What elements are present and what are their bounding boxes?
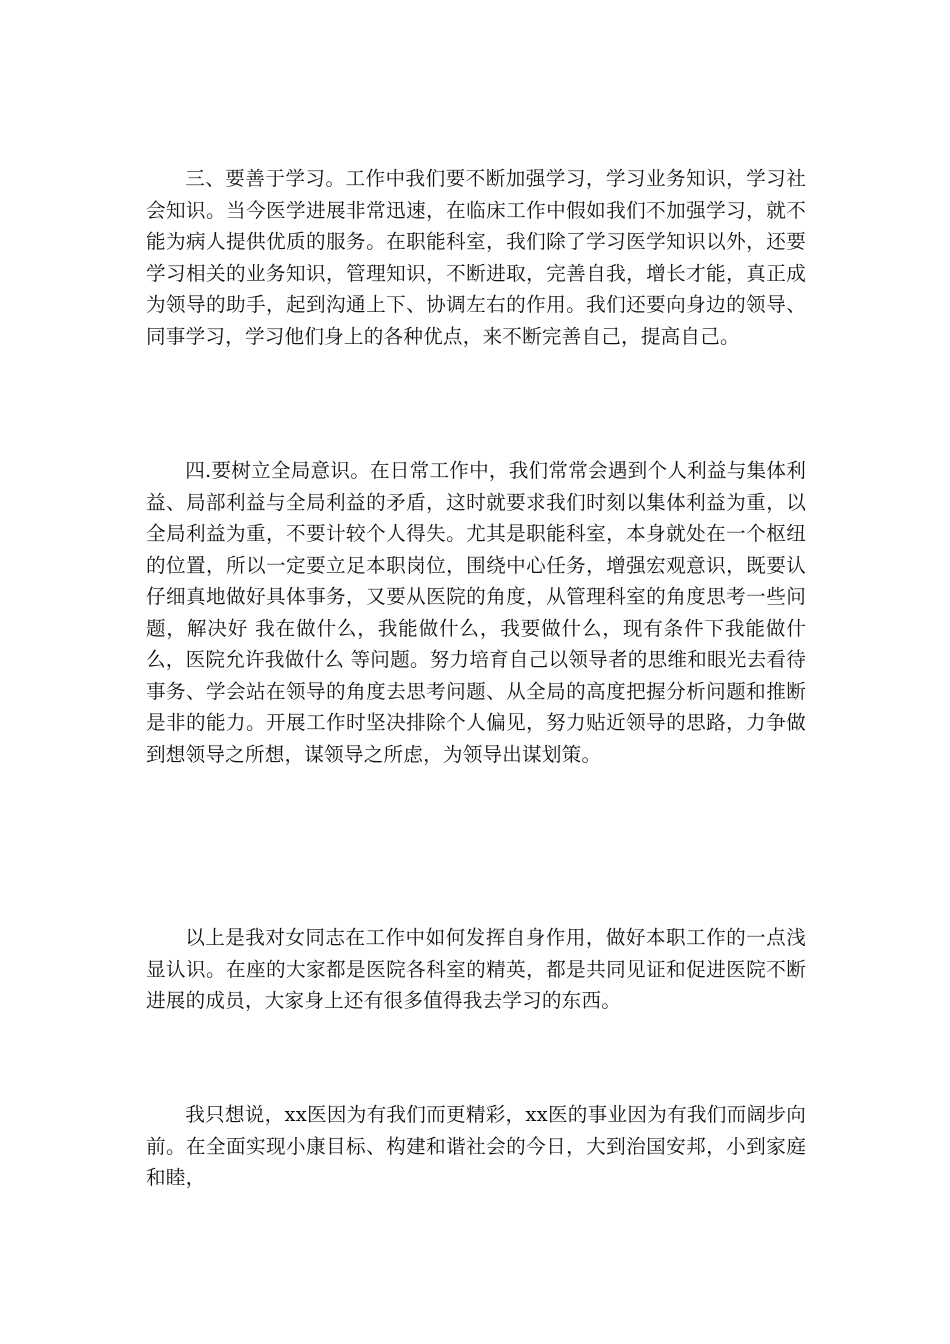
paragraph-study: 三、要善于学习。工作中我们要不断加强学习，学习业务知识，学习社会知识。当今医学进展非常迅速，在临床工作中假如我们不加强学习，就不能为病人提供优质的服务。在职能科室，我们除了学习医学知识以外，还要学习相关的业务知识，管理知识，不断进取，完善自我，增长才能，真正成为领导的助手，起到沟通上下、协调左右的作用。我们还要向身边的领导、同事学习，学习他们身上的各种优点，来不断完善自己，提高自己。 xyxy=(146,167,806,348)
paragraph-overall-awareness: 四.要树立全局意识。在日常工作中，我们常常会遇到个人利益与集体利益、局部利益与全局利益的矛盾，这时就要求我们时刻以集体利益为重，以全局利益为重，不要计较个人得失。尤其是职能科室，本身就处在一个枢纽的位置，所以一定要立足本职岗位，围绕中心任务，增强宏观意识，既要认仔细真地做好具体事务，又要从医院的角度，从管理科室的角度思考一些问题，解决好 我在做什么，我能做什么，我要做什么，现有条件下我能做什么，医院允许我做什么 等问题。努力培育自己以领导者的思维和眼光去看待事务、学会站在领导的角度去思考问题、从全局的高度把握分析问题和推断是非的能力。开展工作时坚决排除个人偏见，努力贴近领导的思路，力争做到想领导之所想，谋领导之所虑，为领导出谋划策。 xyxy=(146,459,806,766)
paragraph-summary: 以上是我对女同志在工作中如何发挥自身作用，做好本职工作的一点浅显认识。在座的大家都是医院各科室的精英，都是共同见证和促进医院不断进展的成员，大家身上还有很多值得我去学习的东西。 xyxy=(146,926,806,1012)
paragraph-closing: 我只想说，xx医因为有我们而更精彩，xx医的事业因为有我们而阔步向前。在全面实现小康目标、构建和谐社会的今日，大到治国安邦，小到家庭和睦， xyxy=(146,1103,806,1189)
